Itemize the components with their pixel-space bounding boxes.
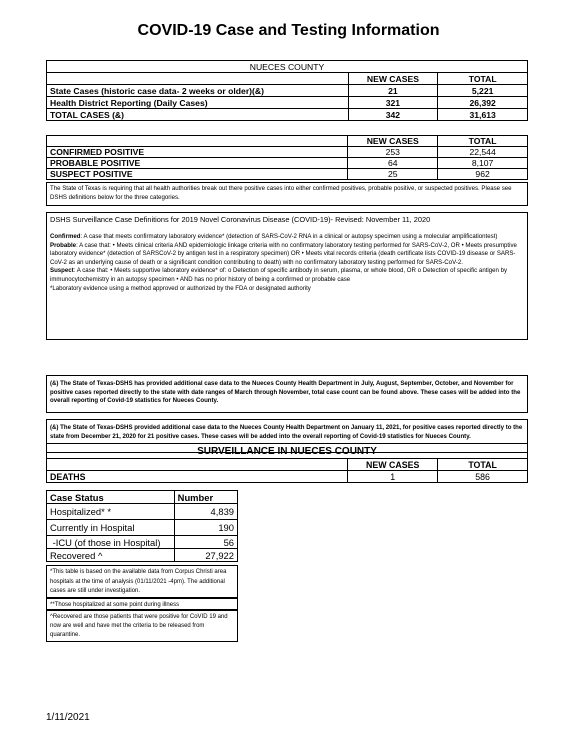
col-new-cases: NEW CASES — [348, 136, 438, 147]
note-text: *This table is based on the available data from Corpus Christi area hospitals at the time of analysis (01/11/2021 -4pm). The additional cases are still under investigation. — [50, 569, 227, 594]
note-text: ^Recovered are those patients that were positive for CoVID 19 and now are well and have met the criteria to be released from quarantine. — [50, 614, 228, 638]
row-label: Hospitalized* * — [47, 504, 175, 520]
page-title: COVID-19 Case and Testing Information — [137, 22, 440, 39]
surveillance-table-main — [46, 443, 528, 483]
table-row — [47, 520, 238, 536]
row-label: PROBABLE POSITIVE — [47, 158, 348, 169]
deaths-total: 586 — [438, 471, 528, 483]
row-total: 962 — [438, 169, 528, 180]
row-new: 253 — [348, 147, 438, 158]
row-label: Health District Reporting (Daily Cases) — [47, 97, 349, 109]
table-row — [47, 549, 238, 562]
definitions-heading: DSHS Surveillance Case Definitions for 2019 Novel Coronavirus Disease (COVID-19)- Revised: November 11, 2020 — [50, 215, 431, 224]
row-new: 321 — [348, 97, 438, 109]
col-case-status: Case Status — [47, 491, 175, 504]
row-value: 56 — [174, 536, 237, 549]
row-total: 26,392 — [438, 97, 528, 109]
note-text: **Those hospitalized at some point during illness — [50, 602, 180, 608]
case-status-note-3 — [46, 610, 238, 642]
case-status-note-1 — [46, 565, 238, 598]
row-new: 21 — [348, 85, 438, 97]
row-total: 8,107 — [438, 158, 528, 169]
definition-probable — [50, 242, 524, 268]
col-total: TOTAL — [438, 459, 528, 471]
nueces-county-table — [46, 60, 528, 121]
row-label: SUSPECT POSITIVE — [47, 169, 348, 180]
table-row — [47, 85, 528, 97]
table-row — [47, 169, 528, 180]
row-total: 22,544 — [438, 147, 528, 158]
deaths-row — [47, 471, 528, 483]
row-new: 342 — [348, 109, 438, 121]
row-value: 27,922 — [174, 549, 237, 562]
probable-label: Probable — [50, 241, 77, 249]
blank-cell — [47, 136, 348, 147]
nueces-county-header: NUECES COUNTY — [47, 61, 528, 73]
case-status-note-2 — [46, 598, 238, 610]
blank-cell — [47, 459, 348, 471]
suspect-label: Suspect — [50, 267, 74, 275]
row-label: Currently in Hospital — [47, 520, 175, 536]
row-value: 190 — [174, 520, 237, 536]
definitions-box — [46, 212, 528, 340]
table-row — [47, 158, 528, 169]
row-label: TOTAL CASES (&) — [47, 109, 349, 121]
confirmed-text: : A case that meets confirmatory laboratory evidence* (detection of SARS-CoV-2 RNA in a clinical or autopsy specimen using a molecular amplificationtest) — [80, 233, 498, 240]
row-label: -ICU (of those in Hospital) — [47, 536, 175, 549]
deaths-new: 1 — [348, 471, 438, 483]
note-text: The State of Texas is requiring that all health authorities break out there positive cases into either confirmed positives, probable positive, or suspected positives. Please see DSHS definitions below for the three categories. — [50, 185, 512, 201]
table-row — [47, 147, 528, 158]
col-new-cases: NEW CASES — [348, 459, 438, 471]
row-value: 4,839 — [174, 504, 237, 520]
col-total: TOTAL — [438, 136, 528, 147]
suspect-text: : A case that: • Meets supportive laboratory evidence* of: o Detection of specific antibody in serum, plasma, or whole blood, OR o Detection of specific antigen by immunocytochemistry in an autopsy specimen • AND has no prior history of being a confirmed or probable case — [50, 267, 508, 283]
deaths-label: DEATHS — [47, 471, 348, 483]
row-total: 5,221 — [438, 85, 528, 97]
notice-additional-data-1 — [46, 375, 528, 413]
row-new: 64 — [348, 158, 438, 169]
row-total: 31,613 — [438, 109, 528, 121]
definition-suspect — [50, 267, 524, 284]
confirmed-label: Confirmed — [50, 233, 81, 240]
table-row — [47, 504, 238, 520]
notice-text: (&) The State of Texas-DSHS has provided additional case data to the Nueces County Health Department in July, August, September, October, and November for positive cases reported directly to the state with date ranges of March through November, total case count can be found above. These cases will be added into the overall reporting of Covid-19 statistics for Nueces County. — [50, 380, 521, 405]
row-new: 25 — [348, 169, 438, 180]
total-cases-row — [47, 109, 528, 121]
definition-confirmed — [50, 233, 524, 242]
col-new-cases: NEW CASES — [348, 73, 438, 85]
footer-date: 1/11/2021 — [46, 712, 90, 723]
col-total: TOTAL — [438, 73, 528, 85]
case-status-table — [46, 490, 238, 562]
row-label: Recovered ^ — [47, 549, 175, 562]
definition-footnote: *Laboratory evidence using a method approved or authorized by the FDA or designated authority — [50, 284, 311, 292]
row-label: CONFIRMED POSITIVE — [47, 147, 348, 158]
surveillance-header: SURVEILLANCE IN NUECES COUNTY — [47, 444, 528, 459]
classification-note — [46, 182, 528, 206]
table-row — [47, 97, 528, 109]
classification-table — [46, 135, 528, 180]
notice-text: (&) The State of Texas-DSHS provided additional case data to the Nueces County Health Department on January 11, 2021, for positive cases reported directly to the state from December 21, 2020 for 21 positive cases. These cases will be added into the overall reporting of Covid-19 statistics for Nueces County. — [50, 424, 523, 440]
table-row — [47, 536, 238, 549]
probable-text: : A case that: • Meets clinical criteria AND epidemiologic linkage criteria with no confirmatory laboratory testing performed for SARS-CoV-2, OR • Meets presumptive laboratory evidence* (detection of SARSCoV-2 by antigen test in a respiratory specimen) OR • Meets vital records criteria (death certificate lists COVID-19 disease or SARS-CoV-2 as an underlying cause of death or a significant condition contributing to death) with no confirmatory laboratory testing performed for SARS-CoV-2. — [50, 241, 517, 266]
row-label: State Cases (historic case data- 2 weeks or older)(&) — [47, 85, 349, 97]
blank-cell — [47, 73, 349, 85]
col-number: Number — [174, 491, 237, 504]
